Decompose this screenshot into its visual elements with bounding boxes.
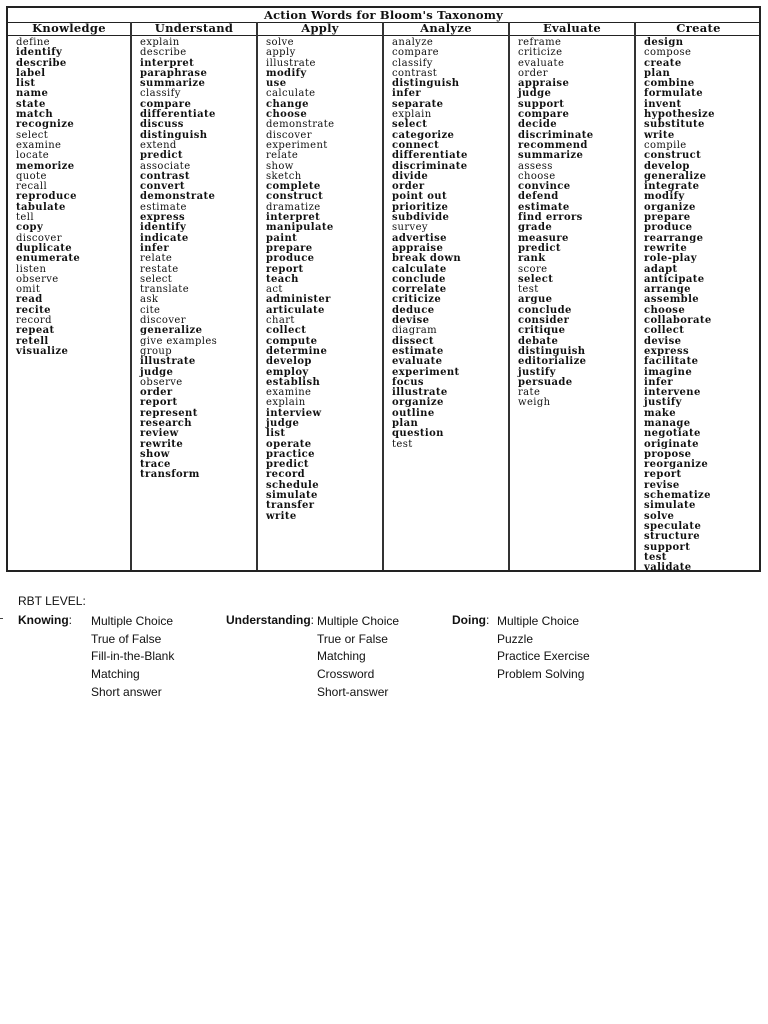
rbt-assessment-list [317,613,399,701]
action-word: deduce [392,304,435,316]
action-word: weigh [518,397,551,409]
action-word: judge [266,417,300,429]
action-word: indicate [140,232,189,244]
action-word: simulate [644,500,696,512]
action-word: support [644,541,691,553]
action-word: estimate [518,201,570,213]
action-word: order [392,181,425,193]
action-word: calculate [392,263,447,275]
action-word: solve [266,37,294,48]
action-word: distinguish [392,78,460,90]
action-word: compile [644,139,687,151]
rbt-assessment-list [91,613,174,701]
action-word: construct [266,191,324,203]
action-word: estimate [140,201,187,213]
action-word: interpret [266,212,321,224]
action-word: select [140,273,173,285]
action-word: hypothesize [644,109,715,121]
action-word: express [140,212,186,224]
action-word: substitute [644,119,705,131]
assessment-type: Puzzle [497,631,534,646]
action-word: write [266,510,297,522]
assessment-type: Matching [317,649,366,664]
action-word: experiment [392,366,460,378]
action-word: read [16,294,43,306]
rbt-level-label [18,613,72,627]
action-word: editorialize [518,356,587,368]
rbt-level-colon: : [68,613,72,627]
action-word: compute [266,335,318,347]
action-word: construct [644,150,702,162]
action-word: match [16,109,54,121]
assessment-type: True of False [91,631,162,646]
action-word: interview [266,407,322,419]
action-word: test [392,438,413,450]
action-word: illustrate [266,57,316,69]
action-word: select [392,119,428,131]
word-list [510,36,634,409]
action-word: support [518,98,565,110]
action-word: appraise [392,242,444,254]
action-word: connect [392,139,440,151]
action-word: distinguish [518,345,586,357]
action-word: explain [392,109,432,121]
column-create [636,22,761,570]
action-word: appraise [518,78,570,90]
action-word: rearrange [644,232,704,244]
action-word: assess [518,160,553,172]
action-word: organize [392,397,444,409]
action-word: modify [644,191,685,203]
action-word: differentiate [140,109,216,121]
column-analyze [384,22,510,570]
rbt-level-label [226,613,314,627]
assessment-type: Matching [91,667,140,682]
action-word: report [644,469,682,481]
action-word: argue [518,294,553,306]
action-word: employ [266,366,309,378]
action-word: decide [518,119,557,131]
action-word: predict [518,242,561,254]
action-word: summarize [518,150,584,162]
action-word: collect [266,325,307,337]
action-word: calculate [266,88,316,100]
assessment-type: Short-answer [317,684,389,699]
action-word: evaluate [392,356,443,368]
action-word: teach [266,273,299,285]
action-word: produce [644,222,693,234]
action-word: identify [16,47,63,59]
action-word: enumerate [16,253,81,265]
action-word: estimate [392,345,444,357]
action-word: rewrite [140,438,184,450]
action-word: separate [392,98,444,110]
action-word: arrange [644,284,691,296]
action-word: retell [16,335,49,347]
action-word: establish [266,376,321,388]
action-word: trace [140,459,171,471]
action-word: formulate [644,88,703,100]
action-word: review [140,428,179,440]
action-word: locate [16,150,50,162]
action-word: quote [16,170,47,182]
action-word: paraphrase [140,67,208,79]
action-word: recommend [518,139,588,151]
action-word: categorize [392,129,455,141]
action-word: recognize [16,119,75,131]
action-word: classify [392,57,433,69]
column-header: Knowledge [8,22,130,36]
column-evaluate [510,22,636,570]
action-word: complete [266,181,321,193]
action-word: invent [644,98,682,110]
action-word: anticipate [644,273,705,285]
assessment-type: Multiple Choice [497,614,580,628]
action-word: explain [266,397,306,409]
rbt-assessment-list [497,613,590,684]
action-word: listen [16,263,47,275]
word-list [8,36,130,357]
action-word: repeat [16,325,55,337]
action-word: justify [644,397,682,409]
assessment-type: True or False [317,631,388,646]
action-word: measure [518,232,569,244]
action-word: reorganize [644,459,709,471]
action-word: experiment [266,139,328,151]
action-word: break down [392,253,462,265]
action-word: label [16,67,46,79]
action-word: predict [140,150,183,162]
action-word: modify [266,67,307,79]
action-word: propose [644,448,692,460]
assessment-type: Practice Exercise [497,649,590,664]
action-word: subdivide [392,212,450,224]
action-word: adapt [644,263,678,275]
action-word: schedule [266,479,319,491]
rbt-level-name: Knowing [18,613,69,627]
action-word: imagine [644,366,693,378]
action-word: rate [518,387,541,399]
assessment-type: Problem Solving [497,667,585,682]
action-word: demonstrate [140,191,216,203]
action-word: design [644,37,684,48]
action-word: choose [518,170,556,182]
action-word: discuss [140,119,184,131]
table-columns [8,22,759,570]
action-word: identify [140,222,187,234]
action-word: chart [266,315,295,327]
column-knowledge [8,22,132,570]
action-word: omit [16,284,41,296]
action-word: contrast [392,67,438,79]
action-word: describe [140,47,187,59]
action-word: combine [644,78,695,90]
action-word: discriminate [392,160,468,172]
action-word: research [140,417,192,429]
assessment-type: Short answer [91,684,162,699]
action-word: group [140,345,173,357]
action-word: correlate [392,284,447,296]
rbt-level-label [452,613,489,627]
rbt-level-name: Doing [452,613,486,627]
action-word: create [644,57,682,69]
action-word: manage [644,417,691,429]
action-word: discriminate [518,129,594,141]
assessment-type: Multiple Choice [91,614,174,628]
action-word: dissect [392,335,434,347]
action-word: show [266,160,294,172]
action-word: express [644,345,690,357]
action-word: plan [644,67,671,79]
action-word: articulate [266,304,325,316]
action-word: convert [140,181,185,193]
column-understand [132,22,258,570]
action-word: speculate [644,520,702,532]
rbt-level-colon: : [486,613,490,627]
action-word: originate [644,438,699,450]
action-word: criticize [392,294,442,306]
action-word: advertise [392,232,447,244]
action-word: change [266,98,309,110]
action-word: explain [140,37,180,48]
action-word: collect [644,325,685,337]
assessment-type: Crossword [317,667,375,682]
action-word: critique [518,325,566,337]
assessment-type: Fill-in-the-Blank [91,649,175,664]
action-word: consider [518,315,570,327]
action-word: sketch [266,170,302,182]
action-word: state [16,98,46,110]
action-word: structure [644,531,700,543]
action-word: convince [518,181,571,193]
action-word: infer [140,242,170,254]
blooms-taxonomy-table [6,6,761,572]
action-word: simulate [266,490,318,502]
action-word: examine [16,139,62,151]
word-list [636,36,761,572]
action-word: illustrate [392,387,448,399]
action-word: visualize [16,345,69,357]
action-word: test [518,284,539,296]
margin-mark [0,618,3,619]
table-title: Action Words for Bloom's Taxonomy [8,8,759,23]
action-word: conclude [518,304,572,316]
action-word: collaborate [644,315,712,327]
assessment-type: Multiple Choice [317,614,400,628]
action-word: translate [140,284,190,296]
action-word: outline [392,407,435,419]
action-word: list [266,428,286,440]
action-word: select [518,273,554,285]
action-word: intervene [644,387,701,399]
action-word: duplicate [16,242,73,254]
action-word: dramatize [266,201,321,213]
action-word: point out [392,191,447,203]
column-header: Evaluate [510,22,634,36]
action-word: devise [644,335,682,347]
column-header: Apply [258,22,382,36]
action-word: prepare [266,242,313,254]
action-word: classify [140,88,181,100]
action-word: extend [140,139,177,151]
action-word: generalize [140,325,203,337]
action-word: observe [140,376,183,388]
action-word: prioritize [392,201,449,213]
action-word: transform [140,469,200,481]
action-word: administer [266,294,331,306]
action-word: tabulate [16,201,66,213]
action-word: produce [266,253,315,265]
action-word: rewrite [644,242,688,254]
action-word: diagram [392,325,437,337]
action-word: compare [392,47,439,59]
action-word: report [266,263,304,275]
action-word: divide [392,170,429,182]
action-word: role-play [644,253,697,265]
action-word: prepare [644,212,691,224]
action-word: name [16,88,49,100]
action-word: determine [266,345,328,357]
action-word: operate [266,438,312,450]
word-list [132,36,256,481]
action-word: demonstrate [266,119,335,131]
action-word: discover [266,129,312,141]
action-word: question [392,428,444,440]
column-header: Analyze [384,22,508,36]
action-word: choose [644,304,686,316]
action-word: relate [266,150,299,162]
action-word: reproduce [16,191,77,203]
action-word: order [518,67,548,79]
action-word: conclude [392,273,446,285]
action-word: infer [644,376,674,388]
action-word: order [140,387,173,399]
action-word: reframe [518,37,562,48]
action-word: record [266,469,306,481]
action-word: integrate [644,181,700,193]
action-word: persuade [518,376,573,388]
action-word: restate [140,263,179,275]
action-word: memorize [16,160,75,172]
word-list [384,36,508,450]
action-word: practice [266,448,315,460]
action-word: define [16,37,50,48]
action-word: infer [392,88,422,100]
action-word: negotiate [644,428,701,440]
action-word: ask [140,294,159,306]
action-word: record [16,315,52,327]
action-word: relate [140,253,173,265]
action-word: copy [16,222,44,234]
action-word: act [266,284,283,296]
action-word: evaluate [518,57,565,69]
action-word: solve [644,510,675,522]
action-word: report [140,397,178,409]
action-word: apply [266,47,296,59]
action-word: select [16,129,49,141]
action-word: survey [392,222,428,234]
action-word: examine [266,387,312,399]
action-word: grade [518,222,553,234]
action-word: distinguish [140,129,208,141]
action-word: interpret [140,57,195,69]
action-word: facilitate [644,356,699,368]
action-word: recall [16,181,48,193]
word-list [258,36,382,522]
rbt-level-name: Understanding [226,613,311,627]
action-word: defend [518,191,559,203]
rbt-level-colon: : [310,613,315,627]
action-word: assemble [644,294,700,306]
action-word: compare [140,98,192,110]
action-word: use [266,78,287,90]
action-word: generalize [644,170,707,182]
action-word: list [16,78,36,90]
action-word: score [518,263,548,275]
action-word: rank [518,253,546,265]
action-word: paint [266,232,298,244]
action-word: transfer [266,500,315,512]
action-word: give examples [140,335,218,347]
action-word: discover [16,232,62,244]
action-word: revise [644,479,680,491]
action-word: debate [518,335,559,347]
action-word: represent [140,407,198,419]
action-word: compose [644,47,692,59]
action-word: analyze [392,37,434,48]
action-word: differentiate [392,150,468,162]
action-word: observe [16,273,59,285]
action-word: devise [392,315,430,327]
rbt-heading: RBT LEVEL: [18,594,86,608]
action-word: develop [266,356,312,368]
action-word: contrast [140,170,190,182]
column-apply [258,22,384,570]
action-word: find errors [518,212,583,224]
action-word: test [644,551,667,563]
column-header: Create [636,22,761,36]
action-word: predict [266,459,309,471]
action-word: illustrate [140,356,196,368]
action-word: judge [140,366,174,378]
action-word: summarize [140,78,206,90]
action-word: choose [266,109,308,121]
action-word: make [644,407,676,419]
action-word: discover [140,315,186,327]
action-word: cite [140,304,161,316]
action-word: write [644,129,675,141]
action-word: criticize [518,47,563,59]
action-word: organize [644,201,696,213]
action-word: justify [518,366,556,378]
column-header: Understand [132,22,256,36]
action-word: associate [140,160,191,172]
action-word: focus [392,376,424,388]
action-word: judge [518,88,552,100]
action-word: tell [16,212,34,224]
action-word: manipulate [266,222,334,234]
action-word: plan [392,417,419,429]
action-word: develop [644,160,690,172]
action-word: describe [16,57,67,69]
action-word: compare [518,109,570,121]
rbt-level-section [0,588,768,708]
action-word: show [140,448,170,460]
action-word: validate [644,562,692,572]
action-word: schematize [644,490,711,502]
action-word: recite [16,304,51,316]
